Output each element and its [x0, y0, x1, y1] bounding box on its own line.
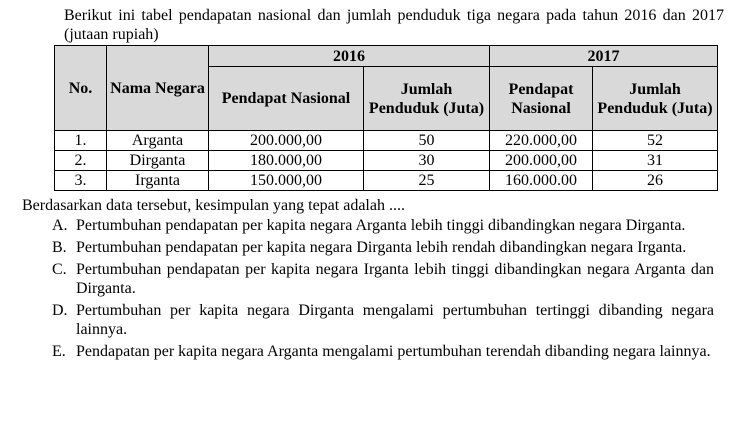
option-text: Pertumbuhan pendapatan per kapita negara Irganta lebih tinggi dibandingkan negara Arganta dan Dirganta.	[76, 261, 714, 297]
option-text: Pendapatan per kapita negara Arganta mengalami pertumbuhan terendah dibanding negara lainnya.	[76, 343, 711, 360]
table-row	[55, 131, 718, 151]
cell-no: 3.	[55, 171, 107, 191]
cell-negara: Arganta	[107, 131, 209, 151]
header-penduduk-2016: Jumlah Penduduk (Juta)	[364, 67, 490, 131]
cell-penduduk-2017: 31	[593, 151, 718, 171]
cell-negara: Dirganta	[107, 151, 209, 171]
option-text: Pertumbuhan per kapita negara Dirganta mengalami pertumbuhan tertinggi dibanding negara lainnya.	[76, 302, 714, 338]
table-row	[55, 151, 718, 171]
cell-pendapatan-2017: 160.000.00	[490, 171, 593, 191]
option-letter: A.	[52, 217, 68, 234]
header-year-2017: 2017	[490, 46, 718, 67]
data-table	[54, 45, 718, 191]
cell-penduduk-2017: 52	[593, 131, 718, 151]
table-row	[55, 171, 718, 191]
cell-pendapatan-2017: 200.000,00	[490, 151, 593, 171]
cell-pendapatan-2016: 200.000,00	[209, 131, 364, 151]
cell-penduduk-2016: 25	[364, 171, 490, 191]
header-penduduk-2017: Jumlah Penduduk (Juta)	[593, 67, 718, 131]
cell-negara: Irganta	[107, 171, 209, 191]
option-letter: C.	[52, 261, 67, 278]
header-nama-negara: Nama Negara	[107, 46, 209, 131]
intro-text: Berikut ini tabel pendapatan nasional dan jumlah penduduk tiga negara pada tahun 2016 dan 2017 (jutaan rupiah)	[64, 7, 724, 43]
cell-penduduk-2016: 30	[364, 151, 490, 171]
option-letter: D.	[52, 302, 68, 319]
question-text: Berdasarkan data tersebut, kesimpulan yang tepat adalah ....	[22, 197, 405, 214]
cell-pendapatan-2016: 150.000,00	[209, 171, 364, 191]
option-text: Pertumbuhan pendapatan per kapita negara Dirganta lebih rendah dibandingkan negara Irganta.	[76, 239, 687, 256]
option-c[interactable]	[52, 260, 714, 298]
option-letter: E.	[52, 343, 66, 360]
header-year-2016: 2016	[209, 46, 490, 67]
cell-penduduk-2017: 26	[593, 171, 718, 191]
option-e[interactable]	[52, 342, 714, 361]
cell-no: 1.	[55, 131, 107, 151]
option-d[interactable]	[52, 301, 714, 339]
header-no: No.	[55, 46, 107, 131]
cell-pendapatan-2017: 220.000,00	[490, 131, 593, 151]
cell-penduduk-2016: 50	[364, 131, 490, 151]
header-pendapatan-2016: Pendapat Nasional	[209, 67, 364, 131]
cell-no: 2.	[55, 151, 107, 171]
option-b[interactable]	[52, 238, 714, 257]
header-pendapatan-2017: Pendapat Nasional	[490, 67, 593, 131]
option-a[interactable]	[52, 216, 714, 235]
cell-pendapatan-2016: 180.000,00	[209, 151, 364, 171]
option-text: Pertumbuhan pendapatan per kapita negara Arganta lebih tinggi dibandingkan negara Dirganta.	[76, 217, 686, 234]
answer-options	[52, 216, 714, 364]
option-letter: B.	[52, 239, 67, 256]
